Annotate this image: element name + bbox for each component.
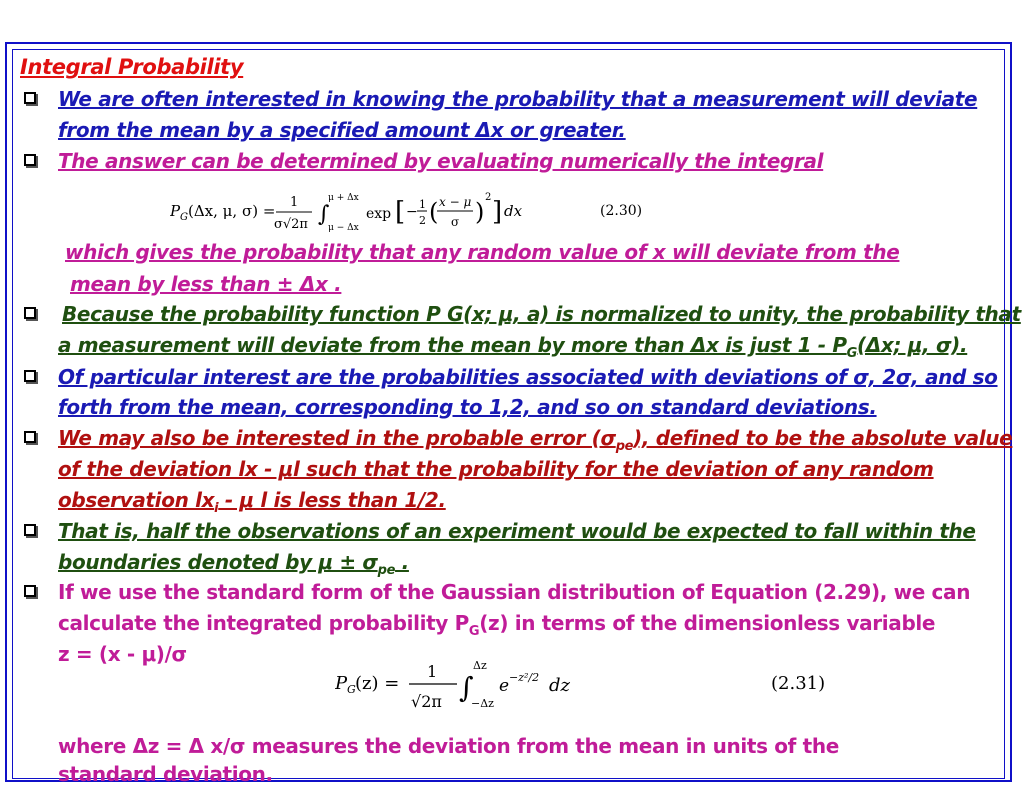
checkbox-bullet-icon	[24, 585, 36, 597]
checkbox-bullet-icon	[24, 370, 36, 382]
bullet-7-line-1: If we use the standard form of the Gaussian distribution of Equation (2.29), we can	[58, 580, 971, 604]
svg-text:dx: dx	[504, 202, 523, 220]
svg-text:(z) =: (z) =	[355, 673, 400, 694]
svg-text:[: [	[395, 197, 406, 227]
which-gives-line-1: which gives the probability that any random value of x will deviate from the	[65, 240, 900, 264]
svg-text:(: (	[429, 198, 439, 226]
equation-2-30-number: (2.30)	[600, 203, 643, 219]
svg-text:Δz: Δz	[473, 659, 487, 672]
svg-text:2: 2	[485, 192, 492, 203]
equation-2-31-number: (2.31)	[771, 673, 826, 694]
checkbox-bullet-icon	[24, 154, 36, 166]
svg-text:]: ]	[492, 197, 503, 227]
svg-text:G: G	[180, 212, 188, 223]
svg-text:G: G	[347, 683, 356, 696]
checkbox-bullet-icon	[24, 431, 36, 443]
svg-text:P: P	[335, 673, 348, 694]
svg-text:−z²/2: −z²/2	[509, 671, 540, 684]
svg-text:μ − Δx: μ − Δx	[328, 223, 359, 233]
svg-text:1: 1	[290, 195, 299, 210]
svg-text:P: P	[170, 202, 181, 220]
svg-text:∫: ∫	[459, 671, 474, 704]
svg-text:dz: dz	[549, 675, 571, 696]
which-gives-line-2: mean by less than ± Δx .	[70, 272, 342, 296]
bullet-5-line-3: observation $lx_i$ - μ l is less than 1/2.	[58, 488, 446, 516]
svg-text:1: 1	[427, 662, 438, 681]
svg-text:x − μ: x − μ	[439, 195, 472, 209]
svg-text:1: 1	[419, 198, 426, 211]
bullet-5-line-2: of the deviation lx - μl such that the probability for the deviation of any random	[58, 457, 934, 481]
where-line: where Δz = Δ x/σ measures the deviation from the mean in units of the	[58, 734, 839, 758]
svg-text:σ: σ	[451, 215, 460, 229]
svg-text:(Δx, μ, σ) =: (Δx, μ, σ) =	[188, 202, 276, 220]
bullet-3-line-2: a measurement will deviate from the mean by more than Δx is just $1 - P_G(\Delta x$; μ, σ).	[58, 333, 968, 361]
bullet-3-line-1: Because the probability function P G(x; μ, a) is normalized to unity, the probability that	[62, 302, 1021, 326]
bullet-6-line-2: boundaries denoted by $\mu \pm \sigma_{pe}$ .	[58, 550, 409, 578]
last-partial-line: standard deviation.	[58, 762, 273, 786]
bullet-2-line-1: The answer can be determined by evaluating numerically the integral	[58, 149, 824, 173]
bullet-4-line-1: Of particular interest are the probabilities associated with deviations of σ, 2σ, and so	[58, 365, 998, 389]
svg-text:e: e	[499, 676, 510, 696]
svg-text:μ + Δx: μ + Δx	[328, 193, 359, 203]
bullet-6-line-1: That is, half the observations of an experiment would be expected to fall within the	[58, 519, 976, 543]
equation-2-30	[170, 186, 670, 236]
svg-text:σ√2π: σ√2π	[274, 217, 308, 232]
bullet-5-line-1: We may also be interested in the probable error $(\sigma_{pe})$, defined to be the absolute value	[58, 426, 1013, 454]
svg-text:2: 2	[419, 214, 426, 227]
bullet-1-line-1: We are often interested in knowing the probability that a measurement will deviate	[58, 87, 978, 111]
checkbox-bullet-icon	[24, 92, 36, 104]
svg-text:∫: ∫	[318, 202, 330, 227]
page-title: Integral Probability	[20, 55, 244, 79]
checkbox-bullet-icon	[24, 524, 36, 536]
svg-text:−: −	[406, 204, 418, 220]
bullet-7-line-2: calculate the integrated probability $P_G(z)$ in terms of the dimensionless variable	[58, 611, 936, 639]
equation-2-31	[335, 655, 855, 715]
checkbox-bullet-icon	[24, 307, 36, 319]
svg-text:): )	[475, 198, 485, 226]
bullet-4-line-2: forth from the mean, corresponding to 1,2, and so on standard deviations.	[58, 395, 877, 419]
svg-text:exp: exp	[366, 206, 392, 222]
svg-text:−Δz: −Δz	[471, 697, 494, 710]
bullet-1-line-2: from the mean by a specified amount Δx or greater.	[58, 118, 626, 142]
bullet-7-line-3: z = (x - μ)/σ	[58, 642, 187, 666]
svg-text:√2π: √2π	[411, 692, 442, 711]
